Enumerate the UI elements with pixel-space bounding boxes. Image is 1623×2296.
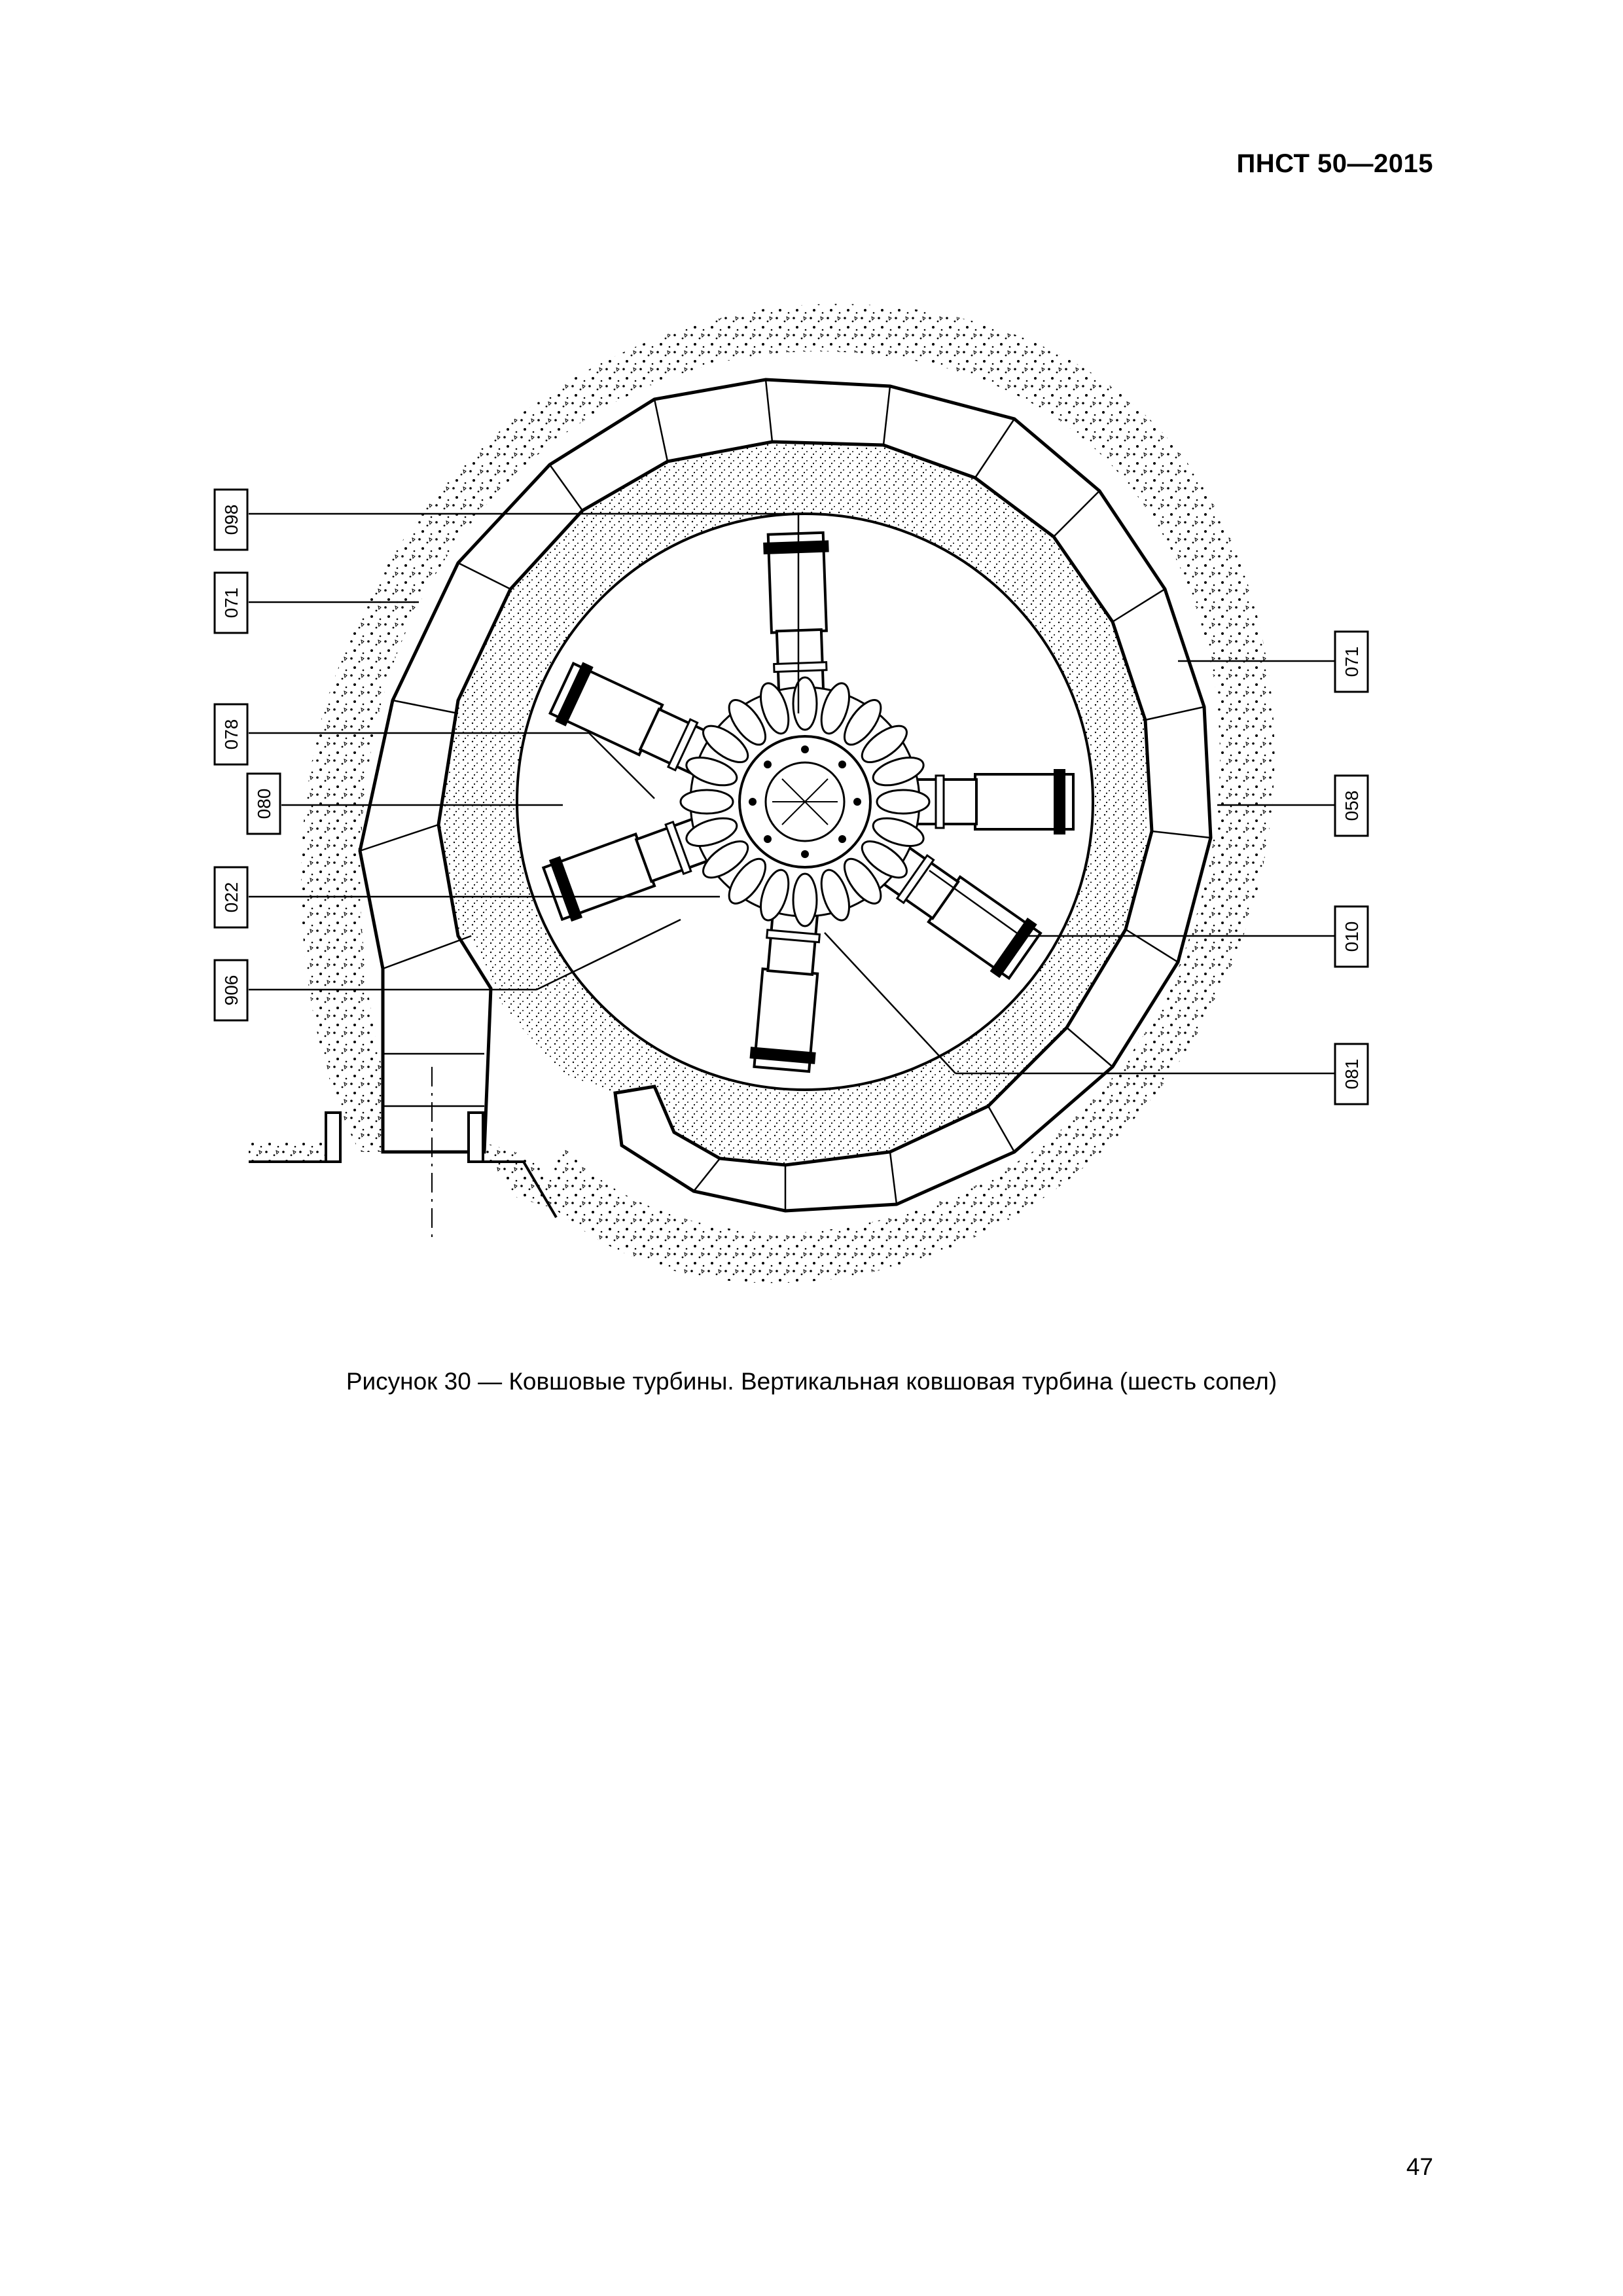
callout-label: 071 (1342, 646, 1362, 677)
callout-label: 081 (1342, 1058, 1362, 1090)
callouts-right (1335, 632, 1368, 1104)
callouts-left (215, 490, 280, 1020)
turbine-svg (196, 281, 1362, 1296)
callout-label: 071 (221, 587, 241, 619)
callout-label: 022 (221, 882, 241, 913)
callout-label: 080 (254, 788, 274, 819)
callout-label: 058 (1342, 790, 1362, 821)
callout-label: 078 (221, 719, 241, 750)
page-number: 47 (1406, 2153, 1433, 2180)
callout-label: 906 (221, 975, 241, 1006)
figure-caption: Рисунок 30 — Ковшовые турбины. Вертикальная ковшовая турбина (шесть сопел) (346, 1368, 1277, 1395)
document-code: ПНСТ 50—2015 (1236, 149, 1433, 178)
callout-label: 010 (1342, 921, 1362, 952)
turbine-drawing (196, 281, 1362, 1296)
callout-label: 098 (221, 504, 241, 535)
